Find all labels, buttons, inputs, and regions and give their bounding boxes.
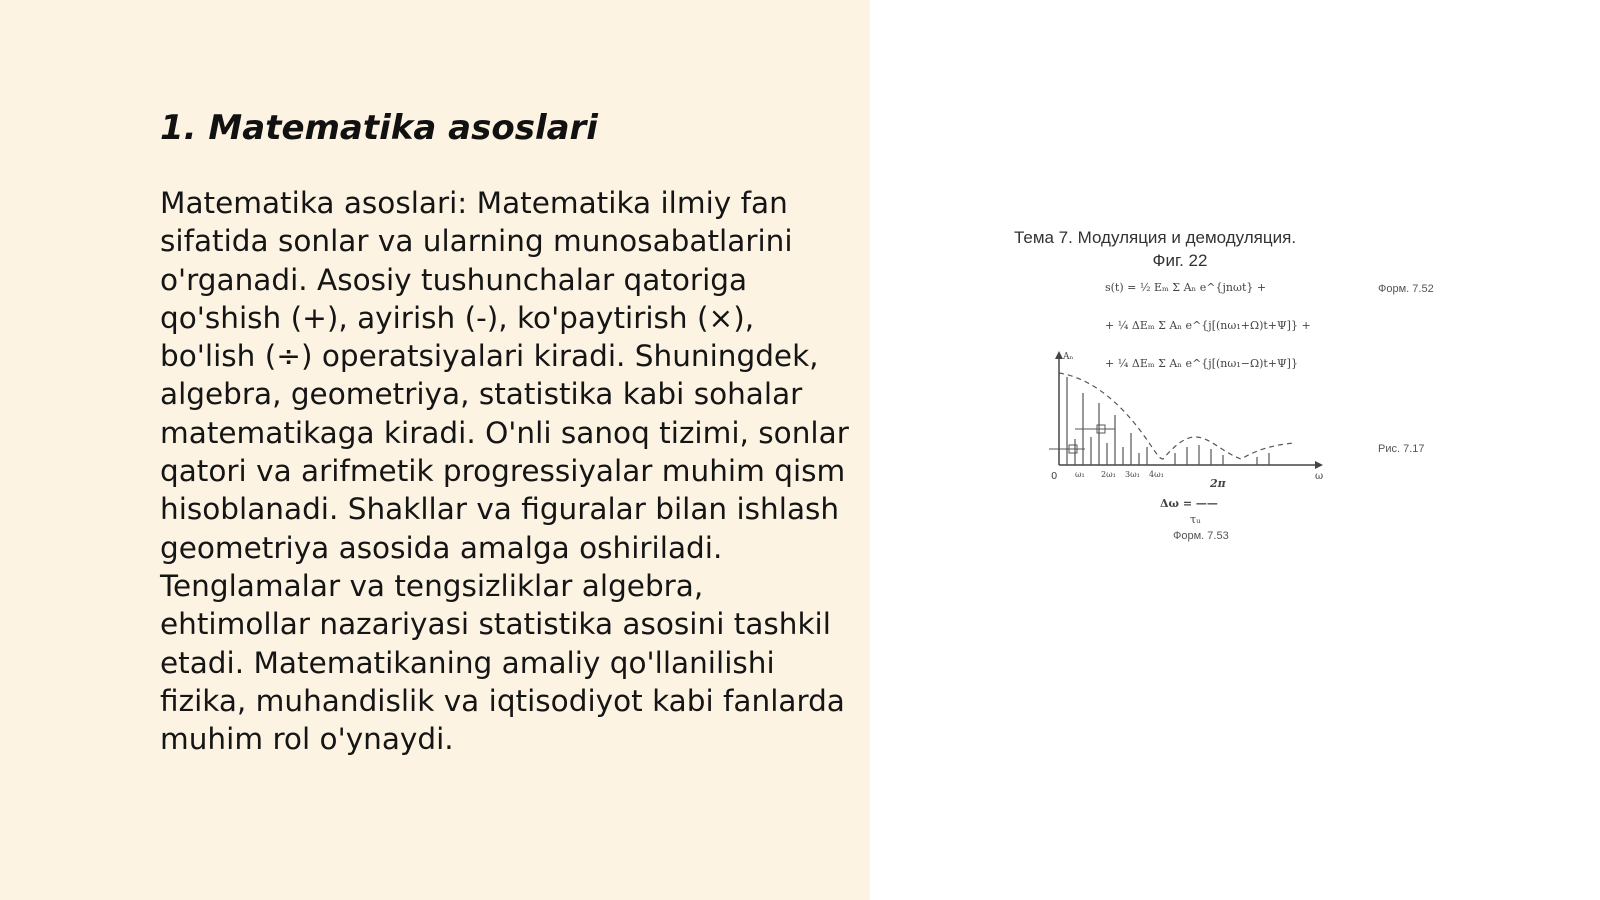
x-tick-label: ω₁ <box>1075 470 1085 479</box>
slide-title: 1. Matematika asoslari <box>160 108 598 148</box>
formula-753: Δω = —— <box>1160 497 1218 510</box>
x-axis-label: ω <box>1315 471 1324 482</box>
axis-origin-label: 0 <box>1051 471 1058 482</box>
spectrum-figure <box>985 215 1455 575</box>
figure-717-label: Рис. 7.17 <box>1378 443 1425 455</box>
figure-title: Тема 7. Модуляция и демодуляция. <box>1013 228 1297 247</box>
x-tick-label: 4ω₁ <box>1149 470 1164 479</box>
spectral-lines <box>1067 377 1269 465</box>
formula-line-2: + ¼ ΔEₘ Σ Aₙ e^{j[(nω₁+Ω)t+Ψ]} + <box>1105 319 1311 332</box>
formula-line-1: s(t) = ½ Eₘ Σ Aₙ e^{jnωt} + <box>1105 281 1267 294</box>
spectrum-plot <box>1045 347 1325 487</box>
formula-752-label: Форм. 7.52 <box>1378 283 1434 295</box>
formula-753-denominator: τᵤ <box>1190 513 1201 526</box>
formula-line-3: + ¼ ΔEₘ Σ Aₙ e^{j[(nω₁−Ω)t+Ψ]} <box>1105 357 1298 370</box>
formula-753-label: Форм. 7.53 <box>1173 530 1229 542</box>
formula-753-numerator: 2π <box>1210 477 1226 490</box>
y-axis-arrow <box>1055 351 1063 359</box>
y-axis-label: Aₙ <box>1063 352 1074 362</box>
x-tick-label: 3ω₁ <box>1125 470 1140 479</box>
figure-subtitle <box>985 250 1415 272</box>
x-tick-label: 2ω₁ <box>1101 470 1116 479</box>
figure-subtitle-text: Фиг. 22 <box>1152 251 1208 270</box>
x-axis-arrow <box>1315 461 1323 469</box>
spectrum-envelope <box>1059 373 1295 459</box>
slide-body-text: Matematika asoslari: Matematika ilmiy fan sifatida sonlar va ularning munosabatlarini o'rganadi. Asosiy tushunchalar qatoriga qo'shish (+), ayirish (-), ko'paytirish (×), bo'lish (÷) operatsiyalari kiradi. Shuningdek, algebra, geometriya, statistika kabi sohalar matematikaga kiradi. O'nli sanoq tizimi, sonlar qatori va arifmetik progressiyalar muhim qism hisoblanadi. Shakllar va figuralar bilan ishlash geometriya asosida amalga oshiriladi. Tenglamalar va tengsizliklar algebra, ehtimollar nazariyasi statistika asosini tashkil etadi. Matematikaning amaliy qo'llanilishi fizika, muhandislik va iqtisodiyot kabi fanlarda muhim rol o'ynaydi. <box>160 186 849 757</box>
